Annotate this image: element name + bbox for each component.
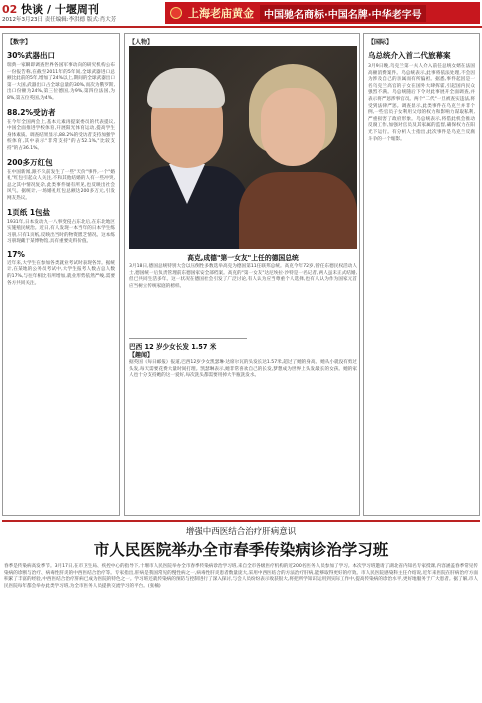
article-body	[129, 360, 357, 515]
item-title: 1页纸 1包盐	[7, 207, 51, 217]
numbers-column	[2, 33, 120, 516]
header-rule	[0, 26, 482, 28]
brand-logo-icon	[170, 7, 182, 19]
article-headline: 乌总统介入首二代旅幕案	[368, 51, 451, 60]
item-body: 瑞典一家瞬即调查世界各国军事动向的研究机构公布一份报告称,在截至2011年的5年间,全球武器进口总额比此前的5年,增加了24%以上,期间的全球武器出口第一大国,武器出口占全球总量的30%,而次为俄罗斯,出口份额为24%,第三位德国,为9%,第四位法国,为8%,第五位英国,为4%。	[7, 63, 115, 101]
article-headline: 市人民医院举办全市春季传染病诊治学习班	[93, 541, 389, 559]
article-text: 3月18日,德国总统特别大会以压倒性多数选举高克为德国第11任联邦总统。高克今年72岁,曾任东德民权活动人士,德国统一后负责管理前东德国家安全部档案。高克的"第一女友"达尼埃拉·沙特是一名记者,两人虽未正式结婚,但已共同生活多年。这一状况在德国社会引发了广泛讨论,有人认为应当尊重个人选择,也有人认为作为国家元首应当树立传统家庭的榜样。	[129, 264, 357, 289]
header-advertisement	[165, 2, 480, 24]
article-body	[129, 264, 357, 336]
people-column	[124, 33, 360, 516]
item-title: 17%	[7, 249, 25, 259]
item-title: 30%武器出口	[7, 51, 55, 60]
ad-slogan: 中国驰名商标·中国名牌·中华老字号	[260, 5, 426, 22]
ad-brand: 上海老庙黄金	[188, 7, 254, 20]
article-subheadline: 增强中西医结合治疗肝病意识	[185, 527, 297, 537]
date-line: 2012年3月23日 责任编辑:李洪德 版式:肖大芳	[2, 17, 117, 23]
item-body: 在中国新闻,跟不久前发生了一些"天价"事件,一个"婚礼"红包引起众人关注,不和其他结婚的人有一些冲突,总之其中情况复杂,此类事件屡有所见,也反映出社会风气。据统计,一场婚礼红包总额达200多万元,引发网友热议。	[7, 169, 115, 201]
feature-article	[2, 520, 480, 701]
sub-headline: 巴西 12 岁少女长发 1.57 米	[129, 338, 247, 348]
page-number: 02	[2, 3, 18, 16]
column-tag: 【数字】	[7, 39, 32, 46]
masthead	[0, 0, 482, 28]
article-body	[4, 564, 478, 700]
section-name: 快谈 / 十堰周刊	[21, 3, 99, 16]
photo-caption: 高克,成德"第一女友"上任的德国总统	[187, 254, 299, 262]
item-title: 88.2%受访者	[7, 107, 56, 117]
column-tag: 【趣闻】	[129, 352, 154, 359]
column-tag: 【人物】	[129, 39, 154, 46]
item-title: 200多万红包	[7, 157, 53, 167]
item-body: 在今年全国两会上,基本元素再提案委员的代表提议,中国全面推进学校体育,开展阳光体育运动,提高学生身体素质。调查结果显示,88.2%的受访者支持加强学校体育,其中表示"非常支持"的占52.1%,"比较支持"的占36.1%。	[7, 119, 115, 151]
column-tag: 【国际】	[368, 39, 393, 46]
international-column	[363, 33, 480, 516]
article-text: 3月9日晚,乌克兰第一夫人介入前任总统女婿在法国高额消费案件。乌总统表示,此事将依法处理,不会因为涉及自己的亲属而有所偏袒。据悉,事件起因是一名乌克兰高官的子女在国外大肆挥霍,引起国内民众强烈不满。乌总统随后下令对此事展开全面调查,并表示将严惩涉事官员。两个"二代"一旦被查实违法,将受到法律严惩。调查显示,此类事件在乌克兰并非个例,一些官员子女利用父母的权力和影响力谋取私利,严重损害了政府形象。乌总统表示,将借此机会推动反腐工作,加强对官员及其家属的监督,确保权力在阳光下运行。有分析人士指出,此次事件是乌克兰反腐斗争的一个缩影。	[368, 64, 475, 142]
article-text: 春季是传染病高发季节。3月17日,在市卫生局、疾控中心的指导下,十堰市人民医院举办全市春季传染病诊治学习班,来自全市各级医疗机构的近200名医务人员参加了学习。本次学习班邀请了湖北省内知名专家授课,内容涵盖春季常见传染病的诊断与治疗、病毒性肝炎的中西医结合治疗等。专家指出,肝病是我国常见的慢性病之一,病毒性肝炎患者数量庞大,采用中西医结合的方法治疗肝病,能够取得更好的疗效。市人民医院感染科主任介绍说,近年来医院在肝病治疗方面积累了丰富的经验,中西医结合治疗肝病已成为医院的特色之一。学习班还就传染病的预防与控制进行了深入探讨,与会人员纷纷表示收获很大,将把所学知识运用到实际工作中,提高传染病的诊治水平,更好地服务于广大患者。据了解,市人民医院每年都会举办此类学习班,为全市医务人员提供交流学习的平台。(张楠)	[4, 564, 478, 589]
item-body: 近年来,大学生在参加各类就业考试时表现各异。据统计,在某地的公务员考试中,大学生报考人数占总人数的17%,与往年相比有所增加,就业形势依然严峻,需要各方共同关注。	[7, 260, 115, 286]
news-photo	[129, 46, 357, 249]
article-text: 据英国《每日邮报》报道,巴西12岁少女凯瑟琳·达席尔瓦的头发长达1.57米,超过了她的身高。她从小就没有剪过头发,每天需要花费大量时间打理。凯瑟琳表示,她非常喜欢自己的长发,梦想成为世界上头发最长的女孩。她的家人也十分支持她的这一爱好,每次洗头都需要用掉大半瓶洗发水。	[129, 360, 357, 379]
item-body: 1931年,日本发动九一八事变侵占东北后,在东北地区实施殖民统治。近日,有人发现一本当年的日本学生练习册,只有1页纸,反映出当时的物资匮乏情况。这本练习册现藏于某博物馆,具有重要史料价值。	[7, 219, 115, 245]
